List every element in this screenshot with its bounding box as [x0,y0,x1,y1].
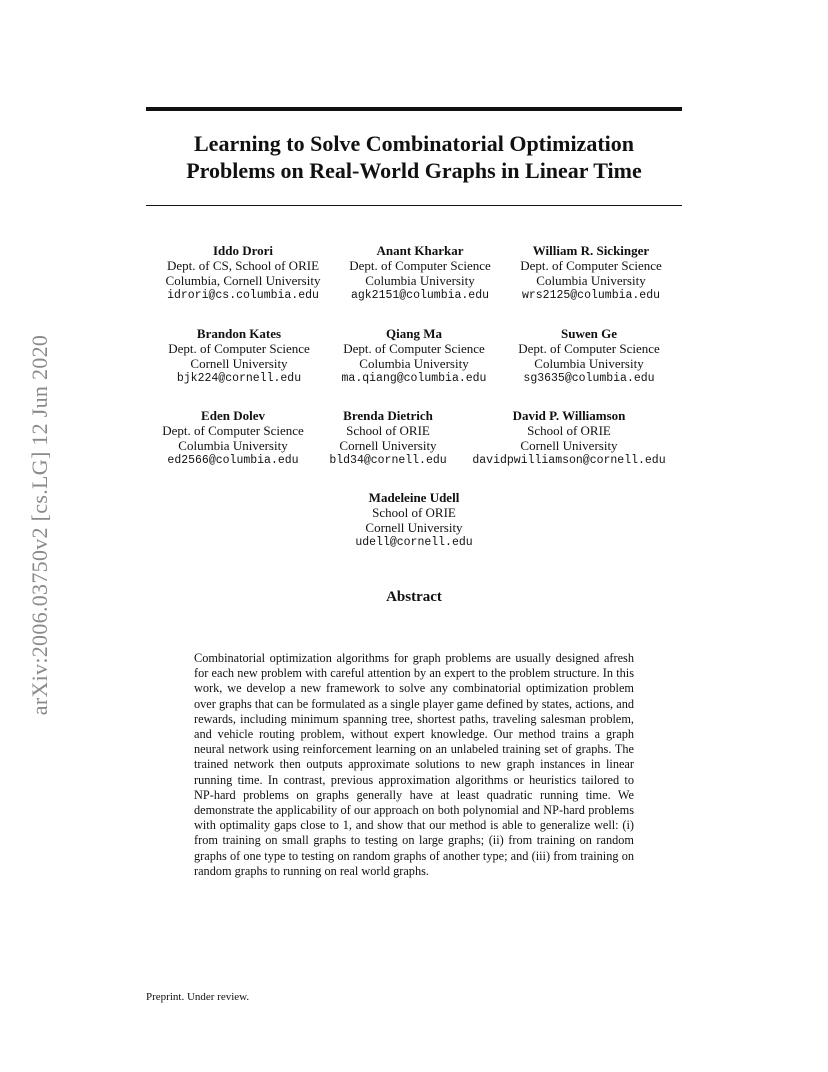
author-block [349,243,491,303]
author-affiliation: Dept. of CS, School of ORIE [166,258,320,273]
author-email: agk2151@columbia.edu [350,289,490,302]
author-affiliation: Columbia University [534,356,644,371]
author-email: sg3635@columbia.edu [523,372,655,385]
author-block [520,243,662,303]
author-email: wrs2125@columbia.edu [521,289,661,302]
author-affiliation: Dept. of Computer Science [162,423,304,438]
author-affiliation: School of ORIE [527,423,611,438]
author-name: Anant Kharkar [376,243,464,258]
title-bottom-rule [146,205,682,206]
author-name: Iddo Drori [212,243,274,258]
author-affiliation: Cornell University [365,520,463,535]
author-affiliation: Columbia University [536,273,646,288]
author-affiliation: School of ORIE [372,505,456,520]
author-block [166,243,321,303]
author-affiliation: Columbia, Cornell University [165,273,321,288]
author-block [168,326,310,386]
author-email: udell@cornell.edu [355,536,473,549]
author-name: Suwen Ge [561,326,617,341]
author-affiliation: Dept. of Computer Science [520,258,662,273]
author-affiliation: Dept. of Computer Science [518,341,660,356]
author-email: idrori@cs.columbia.edu [167,289,319,302]
author-name: Eden Dolev [201,408,265,423]
title-line-1: Learning to Solve Combinatorial Optimization [194,131,634,156]
author-email: ma.qiang@columbia.edu [341,372,487,385]
author-affiliation: Columbia University [178,438,288,453]
author-affiliation: Dept. of Computer Science [349,258,491,273]
author-name: Brandon Kates [196,326,282,341]
author-affiliation: Columbia University [359,356,469,371]
author-block [355,490,472,550]
arxiv-stamp: arXiv:2006.03750v2 [cs.LG] 12 Jun 2020 [27,334,52,716]
title-top-rule [146,107,682,111]
author-affiliation: Dept. of Computer Science [343,341,485,356]
author-block [162,408,304,468]
paper-title [146,130,682,184]
author-affiliation: Cornell University [339,438,437,453]
author-block [518,326,660,386]
author-name: Qiang Ma [386,326,442,341]
author-email: bld34@cornell.edu [329,454,447,467]
author-email: ed2566@columbia.edu [167,454,299,467]
author-email: davidpwilliamson@cornell.edu [472,454,666,467]
abstract-heading: Abstract [386,589,442,605]
author-affiliation: School of ORIE [346,423,430,438]
author-affiliation: Dept. of Computer Science [168,341,310,356]
author-name: Madeleine Udell [368,490,460,505]
abstract-body: Combinatorial optimization algorithms for graph problems are usually designed afresh for each new problem with careful attention by an expert to the problem structure. In this work, we develop a new framework to solve any combinatorial optimization problem over graphs that can be formulated as a single player game defined by states, actions, and rewards, including minimum spanning tree, shortest paths, traveling salesman problem, and vehicle routing problem, without expert knowledge. Our method trains a graph neural network using reinforcement learning on an unlabeled training set of graphs. The trained network then outputs approximate solutions to new graph instances in linear running time. In contrast, previous approximation algorithms or heuristics tailored to NP-hard problems on graphs generally have at least quadratic running time. We demonstrate the applicability of our approach on both polynomial and NP-hard problems with optimality gaps close to 1, and show that our method is able to generalize well: (i) from training on small graphs to testing on large graphs; (ii) from training on random graphs of one type to testing on random graphs of another type; and (iii) from training on random graphs to running on real world graphs. [194,651,634,878]
author-block [342,326,487,386]
author-name: William R. Sickinger [532,243,650,258]
author-block [329,408,446,468]
author-email: bjk224@cornell.edu [176,372,302,385]
author-affiliation: Cornell University [520,438,618,453]
title-line-2: Problems on Real-World Graphs in Linear Time [186,158,642,183]
author-affiliation: Cornell University [190,356,288,371]
preprint-footnote: Preprint. Under review. [146,991,250,1003]
author-affiliation: Columbia University [365,273,475,288]
author-name: Brenda Dietrich [343,408,433,423]
author-name: David P. Williamson [512,408,626,423]
author-block [472,408,665,468]
